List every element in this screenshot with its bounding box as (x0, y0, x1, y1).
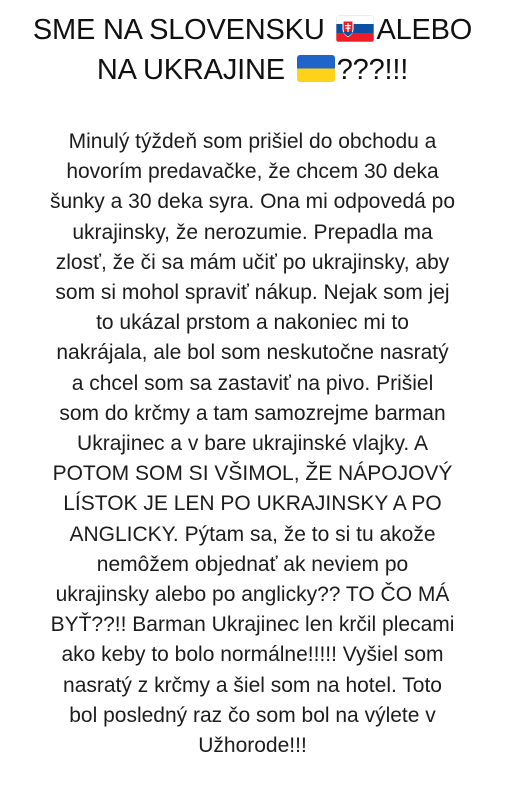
body-line: to ukázal prstom a nakoniec mi to (96, 311, 409, 335)
body-line: nemôžem objednať ak neviem po (96, 552, 409, 576)
headline (0, 10, 505, 90)
body-line: nasratý z krčmy a šiel som na hotel. Toto (63, 673, 442, 697)
body-line: bol posledný raz čo som bol na výlete v (69, 703, 436, 727)
body-line: Minulý týždeň som prišiel do obchodu a (68, 130, 437, 153)
body-line: som do krčmy a tam samozrejme barman (59, 401, 446, 425)
body-line: POTOM SOM SI VŠIMOL, ŽE NÁPOJOVÝ (52, 462, 453, 486)
body-line: zlosť, že či sa mám učiť po ukrajinsky, aby (55, 250, 450, 274)
slovakia-flag-icon (336, 15, 374, 42)
headline-text-2a: NA UKRAJINE (96, 54, 293, 86)
body-line: BYŤ??!! Barman Ukrajinec len krčil plecami (50, 613, 455, 637)
headline-text-1b: ALEBO (376, 14, 473, 46)
headline-text-1a: SME NA SLOVENSKU (32, 14, 333, 46)
headline-line-1 (0, 10, 505, 50)
post-body (10, 127, 495, 761)
body-line: ukrajinsky alebo po anglicky?? TO ČO MÁ (55, 583, 450, 607)
body-line: šunky a 30 deka syra. Ona mi odpovedá po (49, 190, 456, 214)
headline-line-2 (0, 50, 505, 90)
body-line: Užhorode!!! (198, 734, 307, 758)
body-line: a chcel som sa zastaviť na pivo. Prišiel (71, 371, 434, 395)
ukraine-flag-icon (297, 55, 335, 82)
body-line: LÍSTOK JE LEN PO UKRAJINSKY A PO (63, 492, 442, 516)
body-line: ANGLICKY. Pýtam sa, že to si tu akože (69, 522, 436, 546)
body-line: ako keby to bolo normálne!!!!! Vyšiel som (61, 643, 444, 667)
body-line: Ukrajinec a v bare ukrajinské vlajky. A (77, 432, 428, 456)
headline-text-2b: ???!!! (336, 54, 409, 86)
body-line: som si mohol spraviť nákup. Nejak som jej (55, 281, 450, 305)
body-line: ukrajinsky, že nerozumie. Prepadla ma (72, 220, 433, 244)
body-line: hovorím predavačke, že chcem 30 deka (66, 160, 439, 184)
body-line: nakrájala, ale bol som neskutočne nasratý (56, 341, 449, 365)
